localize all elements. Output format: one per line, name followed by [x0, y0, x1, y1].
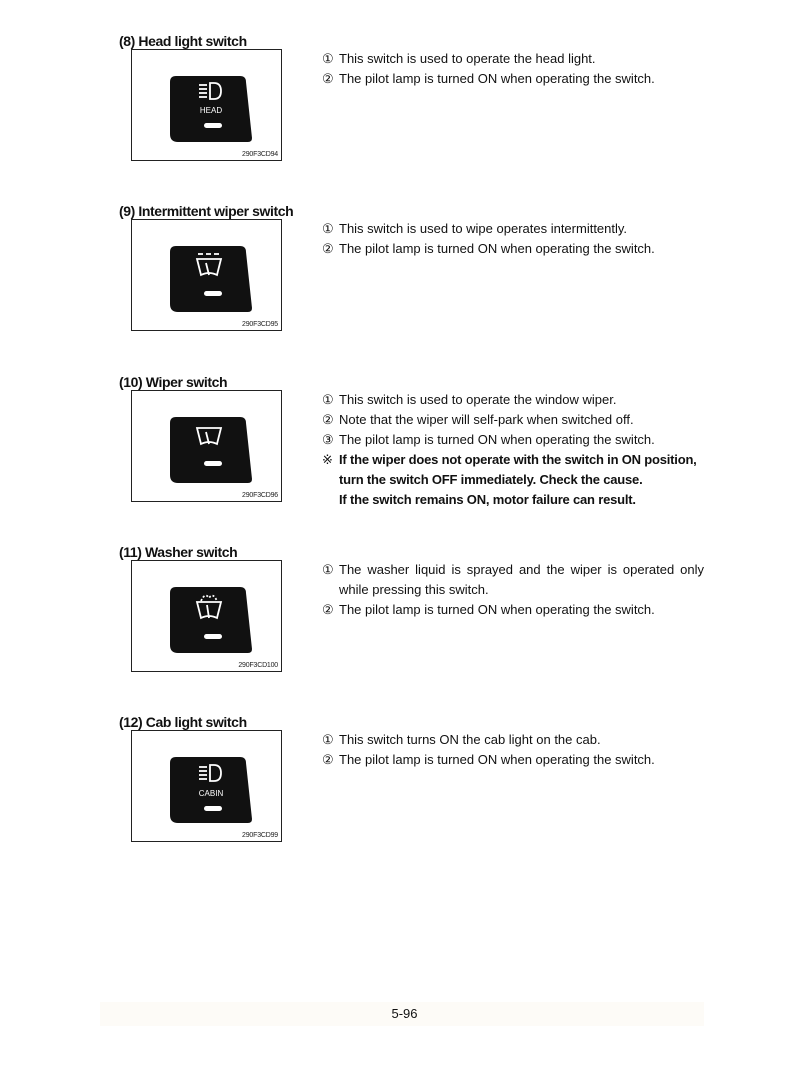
- section-title: (9) Intermittent wiper switch: [119, 203, 294, 219]
- note-line: turn the switch OFF immediately. Check the cause.: [339, 472, 643, 487]
- figure-code: 290F3CD95: [242, 321, 278, 328]
- head-light-icon: [164, 72, 252, 144]
- item-list: [322, 730, 704, 770]
- list-item: ② The pilot lamp is turned ON when operating the switch.: [322, 71, 655, 86]
- switch-figure: [131, 49, 282, 161]
- switch-figure: [131, 730, 282, 842]
- list-item: ① This switch turns ON the cab light on the cab.: [322, 732, 601, 747]
- cab-light-icon: [164, 753, 252, 825]
- list-item: ① This switch is used to operate the head light.: [322, 51, 596, 66]
- switch-figure: [131, 560, 282, 672]
- wiper-icon: [164, 413, 252, 485]
- caution-note: ※ If the wiper does not operate with the switch in ON position, turn the switch OFF immediately. Check the cause. If the switch remains ON, motor failure can result.: [322, 450, 704, 510]
- list-item: ① This switch is used to wipe operates intermittently.: [322, 221, 628, 236]
- list-item: ① This switch is used to operate the window wiper.: [322, 392, 617, 407]
- switch-figure: [131, 219, 282, 331]
- item-list: [322, 219, 704, 259]
- section-title: (8) Head light switch: [119, 33, 247, 49]
- note-line: If the wiper does not operate with the switch in ON position,: [339, 452, 697, 467]
- item-list: [322, 390, 704, 510]
- section-title: (10) Wiper switch: [119, 374, 228, 390]
- switch-figure: [131, 390, 282, 502]
- figure-code: 290F3CD96: [242, 492, 278, 499]
- list-item: ② The pilot lamp is turned ON when operating the switch.: [322, 241, 655, 256]
- item-list: [322, 560, 704, 620]
- list-item: ② Note that the wiper will self-park when switched off.: [322, 412, 634, 427]
- note-line: If the switch remains ON, motor failure can result.: [339, 492, 636, 507]
- figure-code: 290F3CD100: [238, 662, 278, 669]
- washer-icon: [164, 583, 252, 655]
- svg-text:CABIN: CABIN: [198, 789, 224, 798]
- intermittent-wiper-icon: [164, 242, 252, 314]
- figure-code: 290F3CD99: [242, 832, 278, 839]
- list-item: ③ The pilot lamp is turned ON when operating the switch.: [322, 432, 655, 447]
- page-number: 5-96: [391, 1006, 418, 1021]
- figure-code: 290F3CD94: [242, 151, 278, 158]
- list-item: ① The washer liquid is sprayed and the wiper is operated only while pressing this switch.: [322, 562, 704, 597]
- section-title: (11) Washer switch: [119, 544, 238, 560]
- list-item: ② The pilot lamp is turned ON when operating the switch.: [322, 602, 655, 617]
- svg-text:HEAD: HEAD: [199, 106, 223, 115]
- list-item: ② The pilot lamp is turned ON when operating the switch.: [322, 752, 655, 767]
- section-title: (12) Cab light switch: [119, 714, 247, 730]
- item-list: [322, 49, 704, 89]
